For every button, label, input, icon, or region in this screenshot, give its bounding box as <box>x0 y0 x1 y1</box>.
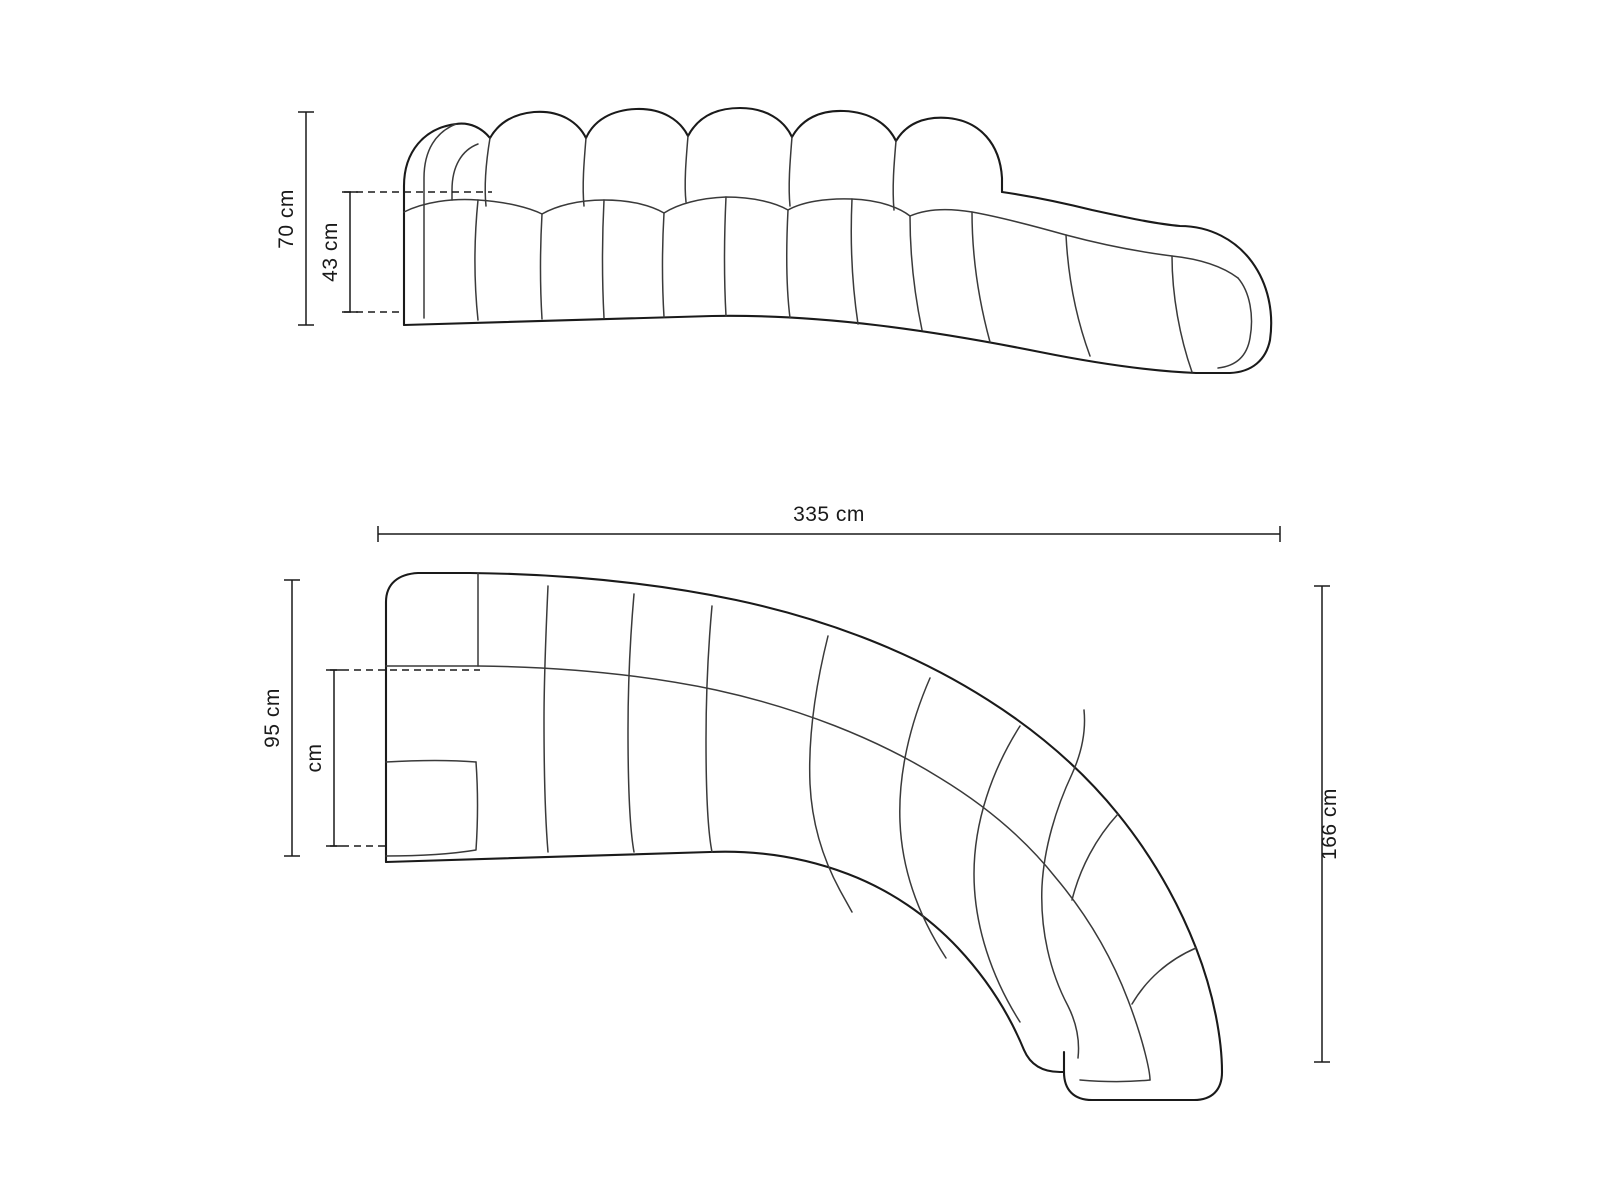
top-plan-view <box>386 573 1222 1100</box>
plan-view-dimensions <box>261 503 1341 1062</box>
dim-label-seat-height: 43 cm <box>319 222 342 282</box>
dim-label-total-height: 70 cm <box>275 189 298 249</box>
dim-label-total-width: 335 cm <box>793 503 865 526</box>
plan-left-arm-line-mid <box>386 761 476 763</box>
dim-label-seat-depth-inner: cm <box>303 743 326 773</box>
front-elevation-view <box>404 108 1271 373</box>
dim-label-seat-depth: 95 cm <box>261 688 284 748</box>
front-view-dimensions <box>275 112 492 325</box>
dim-label-total-depth: 166 cm <box>1318 788 1341 860</box>
